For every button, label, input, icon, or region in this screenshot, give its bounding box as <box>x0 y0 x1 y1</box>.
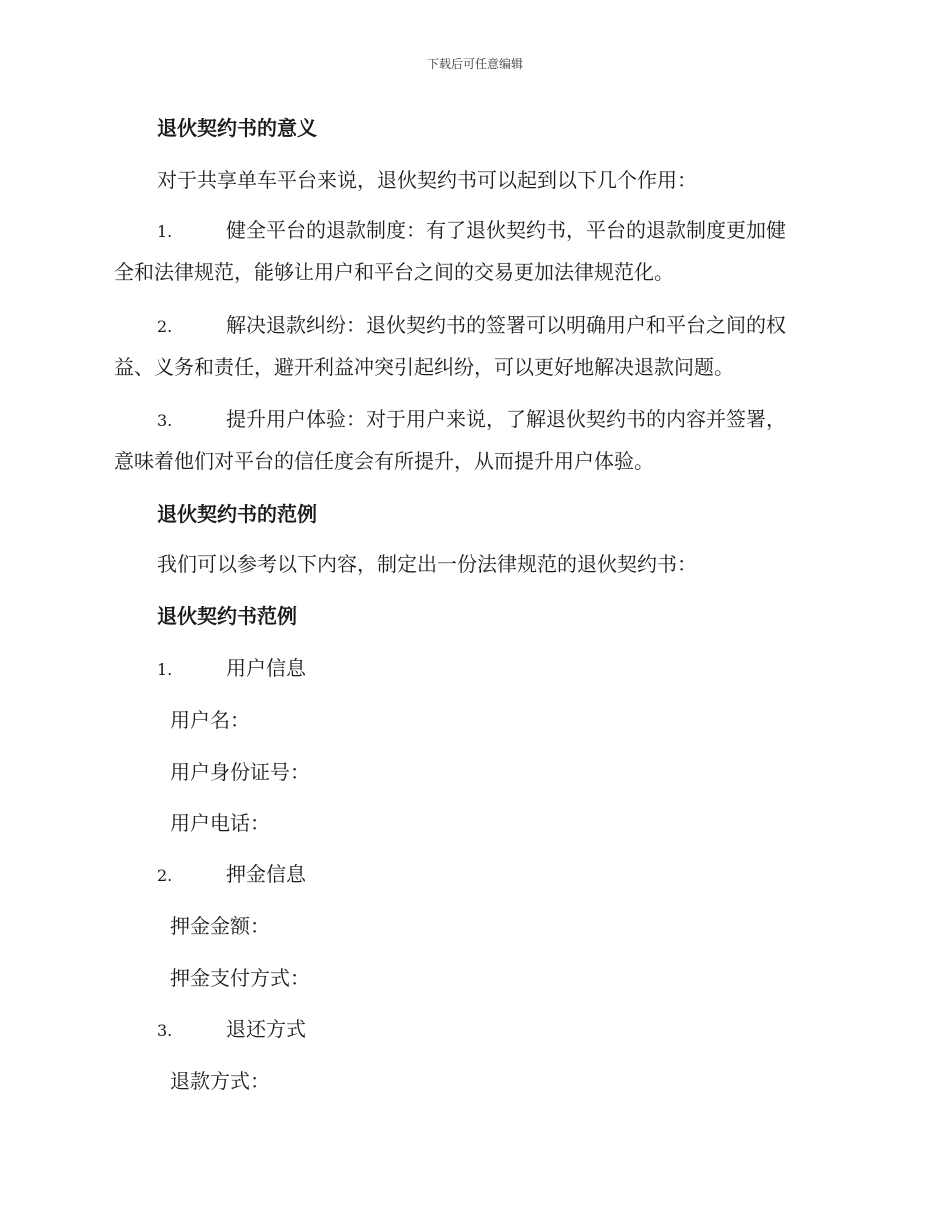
item-number: 1. <box>157 660 173 679</box>
paragraph: 我们可以参考以下内容，制定出一份法律规范的退伙契约书： <box>157 552 697 576</box>
item-number: 3. <box>157 411 173 430</box>
form-field-label: 用户电话： <box>170 811 270 835</box>
group-label: 用户信息 <box>226 656 306 680</box>
item-number: 3. <box>157 1021 173 1040</box>
form-field-label: 押金支付方式： <box>170 966 310 990</box>
paragraph: 解决退款纠纷：退伙契约书的签署可以明确用户和平台之间的权 <box>226 313 786 337</box>
item-number: 2. <box>157 866 173 885</box>
item-number: 1. <box>157 222 173 241</box>
section-title: 退伙契约书的意义 <box>157 116 317 140</box>
group-label: 押金信息 <box>226 862 306 886</box>
paragraph: 意味着他们对平台的信任度会有所提升，从而提升用户体验。 <box>114 449 654 473</box>
form-field-label: 用户名： <box>170 708 250 732</box>
paragraph: 全和法律规范，能够让用户和平台之间的交易更加法律规范化。 <box>114 260 674 284</box>
form-field-label: 押金金额： <box>170 914 270 938</box>
form-field-label: 用户身份证号： <box>170 760 310 784</box>
item-number: 2. <box>157 317 173 336</box>
paragraph: 提升用户体验：对于用户来说，了解退伙契约书的内容并签署， <box>226 407 786 431</box>
form-field-label: 退款方式： <box>170 1069 270 1093</box>
paragraph: 对于共享单车平台来说，退伙契约书可以起到以下几个作用： <box>157 168 697 192</box>
page-header: 下载后可任意编辑 <box>426 57 523 71</box>
group-label: 退还方式 <box>226 1017 306 1041</box>
paragraph: 益、义务和责任，避开利益冲突引起纠纷，可以更好地解决退款问题。 <box>114 355 734 379</box>
section-title: 退伙契约书范例 <box>157 604 297 628</box>
section-title: 退伙契约书的范例 <box>157 502 317 526</box>
paragraph: 健全平台的退款制度：有了退伙契约书，平台的退款制度更加健 <box>226 218 786 242</box>
